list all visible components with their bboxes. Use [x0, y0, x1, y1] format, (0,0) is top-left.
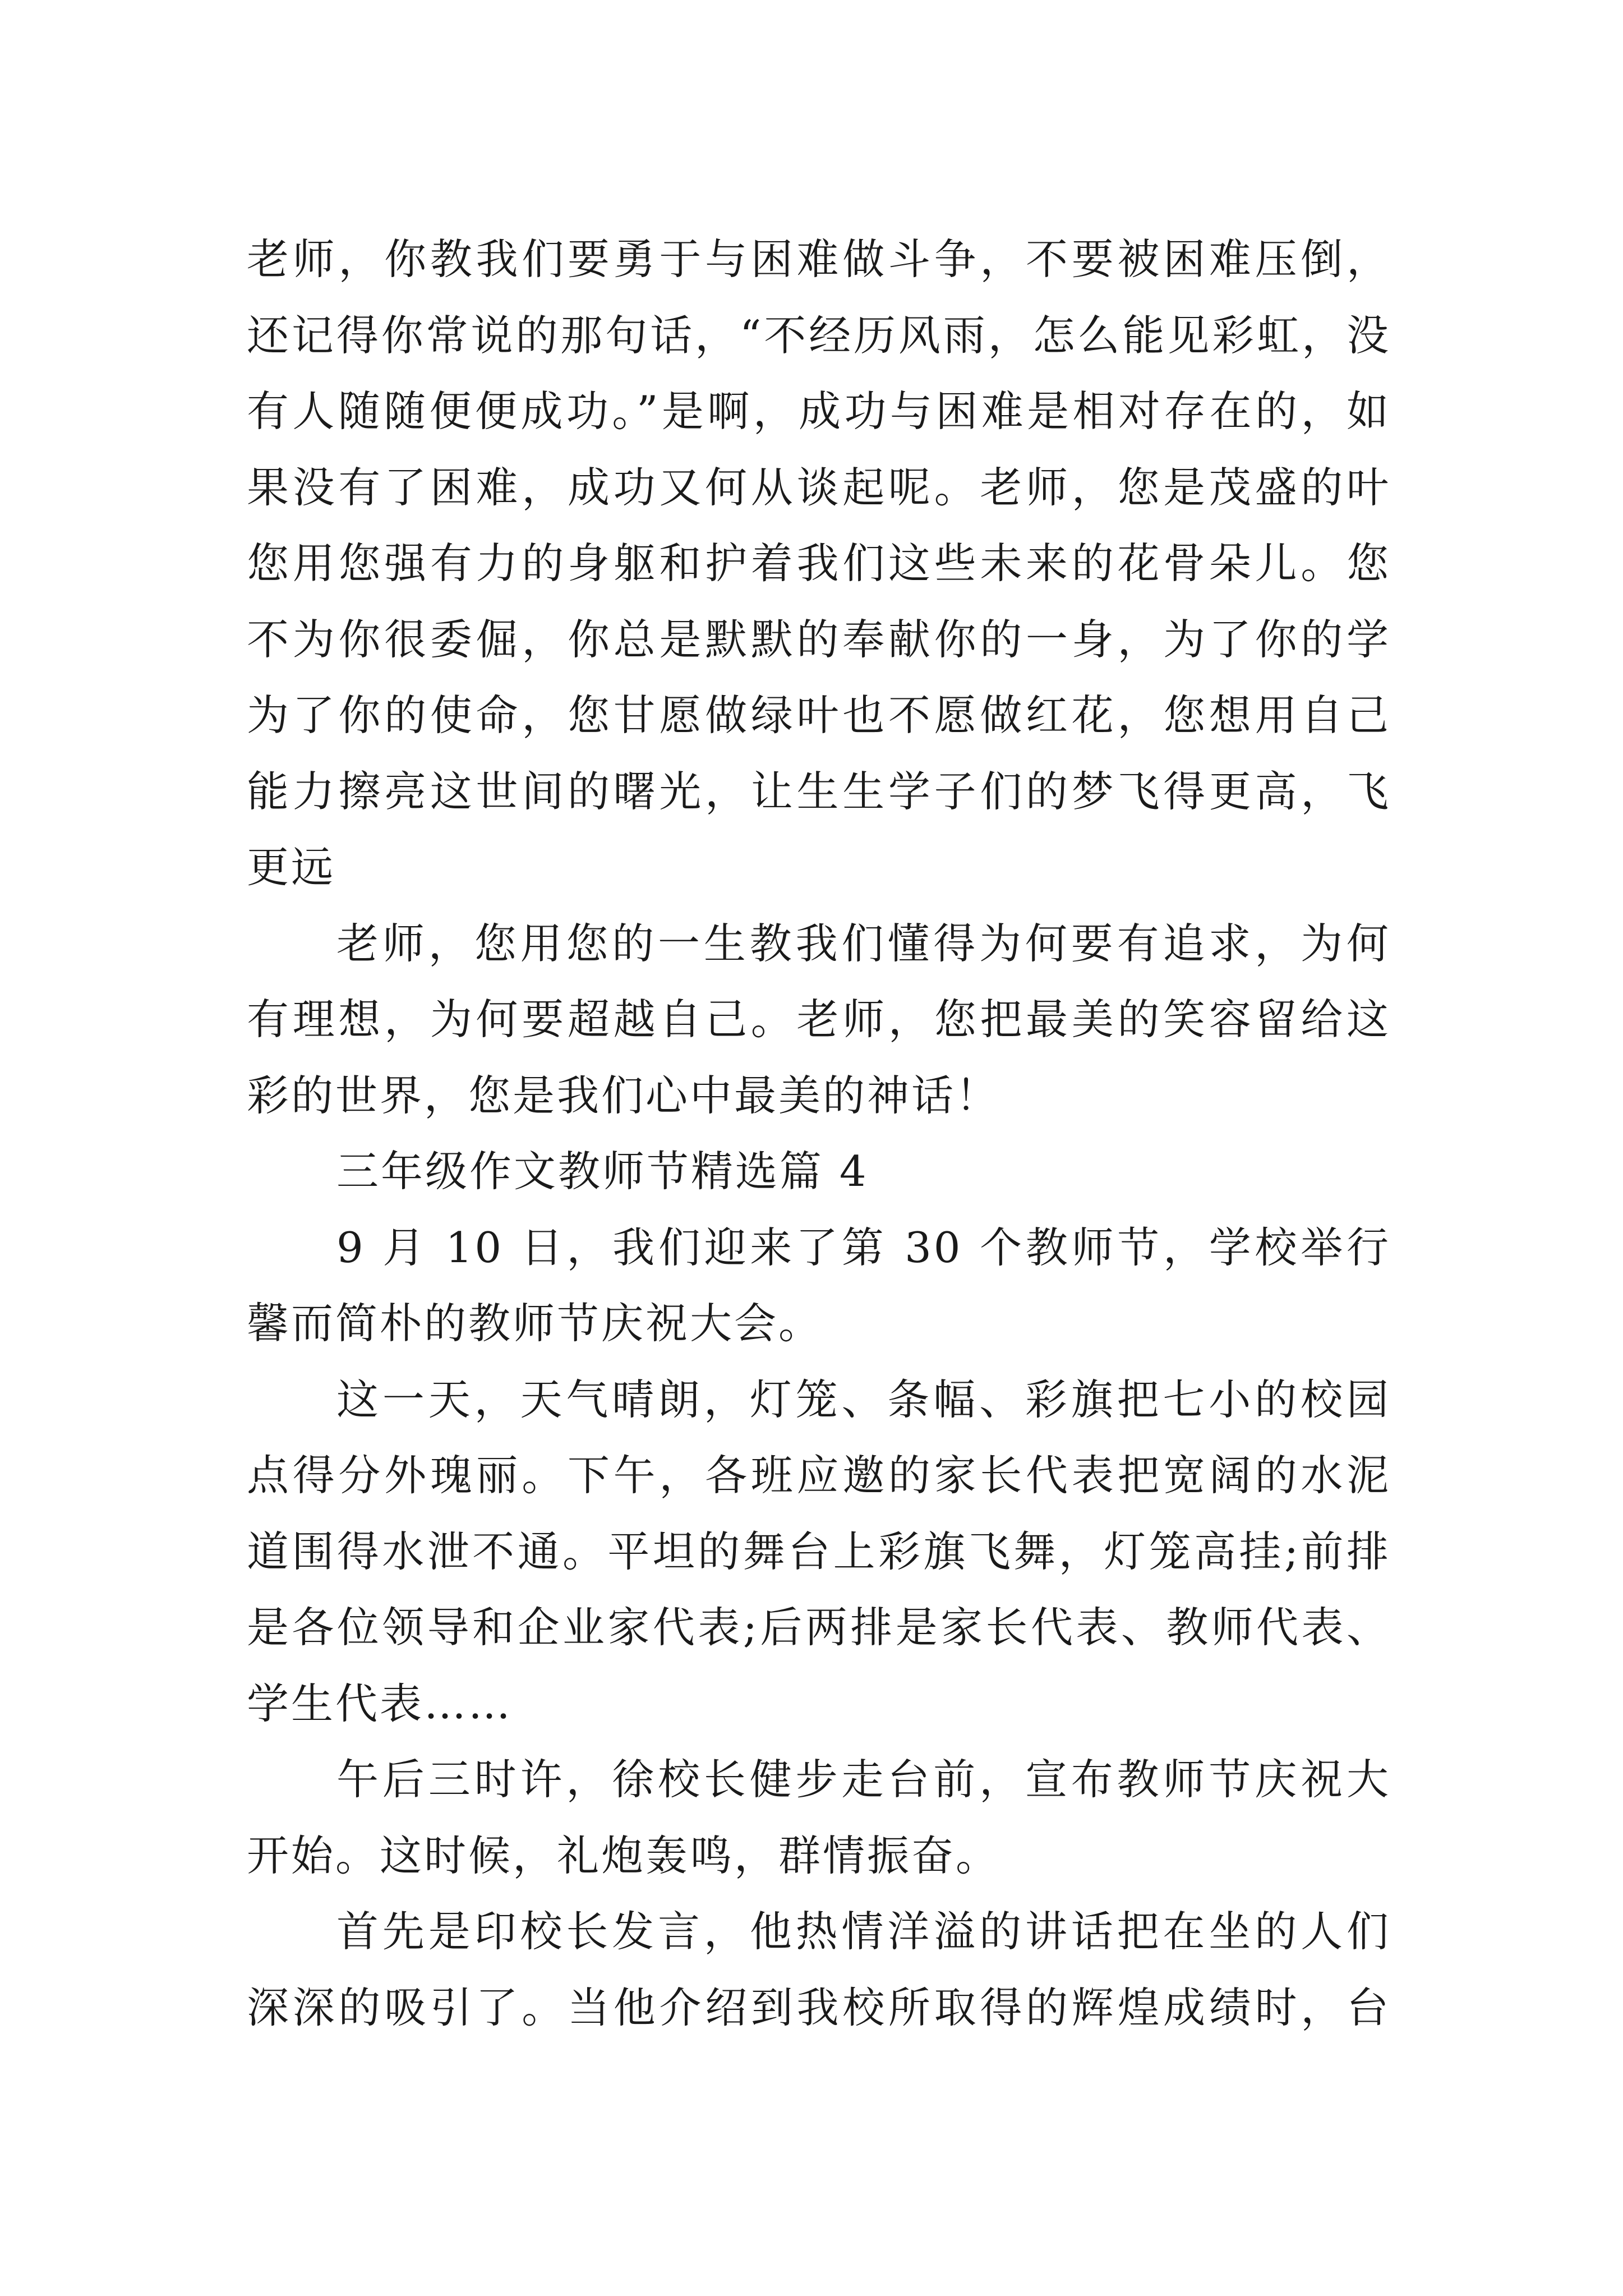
text-line: 有人随随便便成功。”是啊，成功与困难是相对存在的，如 — [247, 386, 1391, 436]
text-line: 这一天，天气晴朗，灯笼、条幅、彩旗把七小的校园 — [336, 1374, 1391, 1424]
text-line: 是各位领导和企业家代表;后两排是家长代表、教师代表、 — [247, 1603, 1391, 1652]
text-line: 午后三时许，徐校长健步走台前，宣布教师节庆祝大 — [336, 1755, 1391, 1804]
text-line: 开始。这时候，礼炮轰鸣，群情振奋。 — [247, 1830, 1000, 1880]
heading-text: 三年级作文教师节精选篇 4 — [336, 1147, 869, 1196]
text-line: 道围得水泄不通。平坦的舞台上彩旗飞舞，灯笼高挂;前排 — [247, 1526, 1391, 1576]
text-line: 老师，你教我们要勇于与困难做斗争，不要被困难压倒， — [247, 234, 1391, 284]
paragraph-2 — [247, 906, 1391, 1134]
text-line: 有理想，为何要超越自己。老师，您把最美的笑容留给这 — [247, 995, 1391, 1044]
text-line: 彩的世界，您是我们心中最美的神话！ — [247, 1070, 1000, 1120]
text-line: 为了你的使命，您甘愿做绿叶也不愿做红花，您想用自己 — [247, 691, 1391, 740]
text-line: 学生代表…… — [247, 1678, 513, 1728]
paragraph-1 — [247, 222, 1391, 906]
text-line: 深深的吸引了。当他介绍到我校所取得的辉煌成绩时，台 — [247, 1982, 1391, 2032]
text-line: 不为你很委倔，你总是默默的奉献你的一身，为了你的学 — [247, 614, 1391, 664]
text-line: 果没有了困难，成功又何从谈起呢。老师，您是茂盛的叶 — [247, 462, 1391, 512]
text-line: 9 月 10 日，我们迎来了第 30 个教师节，学校举行 — [336, 1222, 1391, 1272]
text-line: 还记得你常说的那句话，“不经历风雨，怎么能见彩虹，没 — [247, 310, 1391, 360]
text-line: 老师，您用您的一生教我们懂得为何要有追求，为何 — [336, 918, 1391, 968]
paragraph-5 — [247, 1742, 1391, 1894]
text-line: 点得分外瑰丽。下午，各班应邀的家长代表把宽阔的水泥 — [247, 1451, 1391, 1500]
paragraph-4 — [247, 1362, 1391, 1742]
document-page — [247, 222, 1391, 2046]
paragraph-6 — [247, 1894, 1391, 2046]
text-line: 馨而简朴的教师节庆祝大会。 — [247, 1299, 823, 1348]
paragraph-3 — [247, 1210, 1391, 1362]
text-line: 您用您强有力的身躯和护着我们这些未来的花骨朵儿。您 — [247, 539, 1391, 588]
section-heading — [247, 1134, 1391, 1210]
text-line: 更远 — [247, 843, 336, 892]
text-line: 能力擦亮这世间的曙光，让生生学子们的梦飞得更高，飞 — [247, 766, 1391, 816]
text-line: 首先是印校长发言，他热情洋溢的讲话把在坐的人们 — [336, 1907, 1391, 1956]
